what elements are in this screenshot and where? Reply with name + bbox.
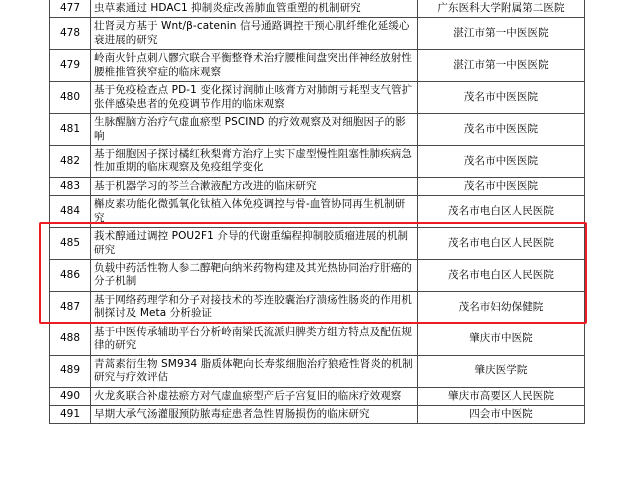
row-title: 基于网络药理学和分子对接技术的芩连胶囊治疗溃疡性肠炎的作用机制探讨及 Meta 分析验证 (91, 291, 418, 323)
table-row (50, 405, 585, 423)
row-number: 479 (50, 50, 91, 82)
row-title: 虫草素通过 HDAC1 抑制炎症改善肺血管重塑的机制研究 (91, 0, 418, 18)
row-unit: 四会市中医院 (418, 405, 585, 423)
row-number: 480 (50, 82, 91, 114)
row-number: 486 (50, 260, 91, 292)
table-row-highlighted (50, 228, 585, 260)
project-list-table (49, 0, 585, 424)
row-title: 壮肾灵方基于 Wnt/β-catenin 信号通路调控干预心肌纤维化延缓心衰进展的研究 (91, 18, 418, 50)
row-unit: 肇庆医学院 (418, 355, 585, 387)
row-number: 490 (50, 387, 91, 405)
row-number: 484 (50, 196, 91, 228)
table-row (50, 18, 585, 50)
row-number: 488 (50, 323, 91, 355)
row-title: 基于免疫检查点 PD-1 变化探讨润肺止咳膏方对肺朗亏耗型支气管扩张伴感染患者的免疫调节作用的临床观察 (91, 82, 418, 114)
row-unit: 茂名市电白区人民医院 (418, 228, 585, 260)
row-unit: 湛江市第一中医医院 (418, 50, 585, 82)
row-number: 478 (50, 18, 91, 50)
row-title: 岭南火针点刺八髎穴联合平衡整脊术治疗腰椎间盘突出伴神经放射性腰椎推管狭窄症的临床观察 (91, 50, 418, 82)
row-title: 青蒿素衍生物 SM934 脂质体靶向长寿浆细胞治疗狼疮性肾炎的机制研究与疗效评估 (91, 355, 418, 387)
row-unit: 广东医科大学附属第二医院 (418, 0, 585, 18)
row-unit: 茂名市中医医院 (418, 114, 585, 146)
table-row (50, 114, 585, 146)
row-title: 火龙炙联合补虚祛瘀方对气虚血瘀型产后子宫复旧的临床疗效观察 (91, 387, 418, 405)
table-row (50, 145, 585, 177)
row-title: 早期大承气汤灌服预防脓毒症患者急性胃肠损伤的临床研究 (91, 405, 418, 423)
table-row (50, 0, 585, 18)
table-row (50, 177, 585, 195)
row-title: 莪术醇通过调控 POU2F1 介导的代谢重编程抑制胶质瘤进展的机制研究 (91, 228, 418, 260)
row-title: 生脉醒脑方治疗气虚血瘀型 PSCIND 的疗效观察及对细胞因子的影响 (91, 114, 418, 146)
row-unit: 肇庆市中医院 (418, 323, 585, 355)
table-row (50, 291, 585, 323)
table-row (50, 82, 585, 114)
row-title: 基于中医传承辅助平台分析岭南梁氏流派归脾类方组方特点及配伍规律的研究 (91, 323, 418, 355)
row-number: 481 (50, 114, 91, 146)
row-number: 485 (50, 228, 91, 260)
row-number: 487 (50, 291, 91, 323)
row-title: 负载中药活性物人参二醇靶向纳米药物构建及其光热协同治疗肝癌的分子机制 (91, 260, 418, 292)
row-number: 477 (50, 0, 91, 18)
table-row (50, 50, 585, 82)
row-unit: 肇庆市高要区人民医院 (418, 387, 585, 405)
table-row (50, 387, 585, 405)
row-number: 489 (50, 355, 91, 387)
row-number: 491 (50, 405, 91, 423)
row-unit: 湛江市第一中医医院 (418, 18, 585, 50)
table-row-highlighted (50, 196, 585, 228)
table-row-highlighted (50, 260, 585, 292)
row-unit: 茂名市中医医院 (418, 145, 585, 177)
row-unit: 茂名市妇幼保健院 (418, 291, 585, 323)
table-body (50, 0, 585, 424)
table-row (50, 355, 585, 387)
row-unit: 茂名市中医医院 (418, 82, 585, 114)
row-unit: 茂名市电白区人民医院 (418, 260, 585, 292)
row-title: 基于机器学习的芩兰合漱液配方改进的临床研究 (91, 177, 418, 195)
row-title: 槲皮素功能化微弧氧化钛植入体免疫调控与骨-血管协同再生机制研究 (91, 196, 418, 228)
row-number: 482 (50, 145, 91, 177)
table-row (50, 323, 585, 355)
row-unit: 茂名市电白区人民医院 (418, 196, 585, 228)
row-unit: 茂名市中医医院 (418, 177, 585, 195)
row-number: 483 (50, 177, 91, 195)
row-title: 基于细胞因子探讨橘红秋梨膏方治疗上实下虚型慢性阻塞性肺疾病急性加重期的临床观察及免疫组学变化 (91, 145, 418, 177)
